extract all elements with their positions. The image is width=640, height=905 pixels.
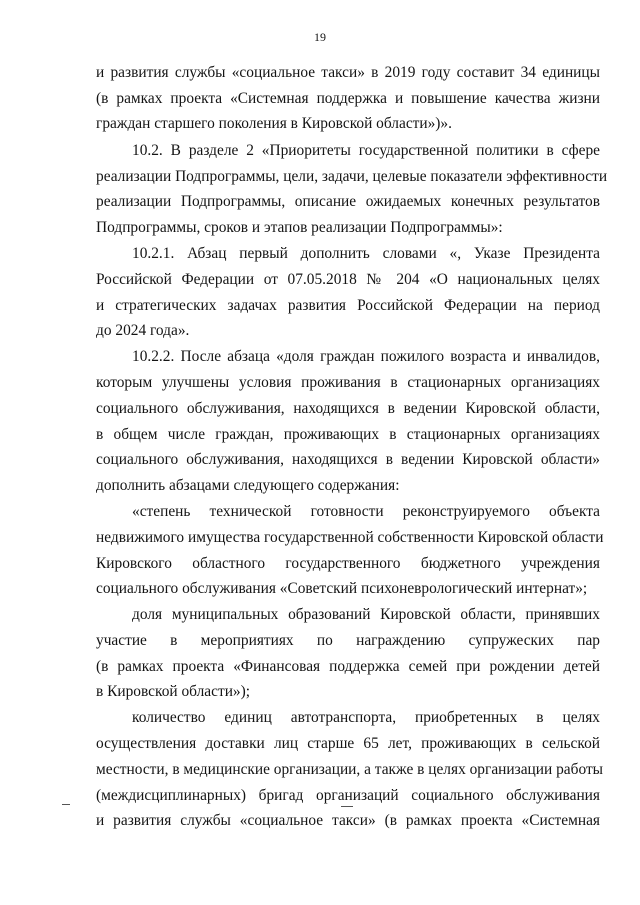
text-line: дополнить абзацами следующего содержания: <box>96 477 400 494</box>
text-line: которым улучшены условия проживания в стационарных организациях <box>96 374 600 391</box>
text-line: социального обслуживания, находящихся в ведении Кировской области» <box>96 451 600 468</box>
text-line: Подпрограммы, сроков и этапов реализации Подпрограммы»: <box>96 219 503 236</box>
text-line: реализации Подпрограммы, описание ожидаемых конечных результатов <box>96 193 600 210</box>
paragraph-first-line: «степень технической готовности реконструируемого объекта <box>132 503 600 520</box>
text-line: и стратегических задачах развития Российской Федерации на период <box>96 297 600 314</box>
paragraph-first-line: 10.2.2. После абзаца «доля граждан пожилого возраста и инвалидов, <box>132 348 600 365</box>
text-line: и развития службы «социальное такси» в 2019 году составит 34 единицы <box>96 64 600 81</box>
text-line: в общем числе граждан, проживающих в стационарных организациях <box>96 426 600 443</box>
paragraph-first-line: доля муниципальных образований Кировской области, принявших <box>132 606 600 623</box>
text-line: социального обслуживания, находящихся в ведении Кировской области, <box>96 400 600 417</box>
scan-mark <box>341 806 353 807</box>
scan-mark <box>62 804 70 805</box>
text-line: недвижимого имущества государственной собственности Кировской области <box>96 529 604 546</box>
text-line: участие в мероприятиях по награждению супружеских пар <box>96 632 600 649</box>
text-line: в Кировской области»); <box>96 683 251 700</box>
text-line: до 2024 года». <box>96 322 190 339</box>
paragraph-first-line: количество единиц автотранспорта, приобретенных в целях <box>132 709 600 726</box>
text-line: (в рамках проекта «Финансовая поддержка семей при рождении детей <box>96 658 600 675</box>
paragraph-first-line: 10.2. В разделе 2 «Приоритеты государственной политики в сфере <box>132 142 600 159</box>
text-line: и развития службы «социальное такси» (в рамках проекта «Системная <box>96 812 600 829</box>
text-line: (в рамках проекта «Системная поддержка и повышение качества жизни <box>96 90 600 107</box>
page-number: 19 <box>314 30 326 44</box>
text-line: социального обслуживания «Советский психоневрологический интернат»; <box>96 580 588 597</box>
text-line: местности, в медицинские организации, а также в целях организации работы <box>96 761 604 778</box>
text-line: (междисциплинарных) бригад организаций социального обслуживания <box>96 787 600 804</box>
text-line: Российской Федерации от 07.05.2018 № 204 «О национальных целях <box>96 271 600 288</box>
text-line: Кировского областного государственного бюджетного учреждения <box>96 555 600 572</box>
text-line: граждан старшего поколения в Кировской области»)». <box>96 115 452 132</box>
paragraph-first-line: 10.2.1. Абзац первый дополнить словами «, Указе Президента <box>132 245 600 262</box>
text-line: осуществления доставки лиц старше 65 лет, проживающих в сельской <box>96 735 600 752</box>
text-line: реализации Подпрограммы, цели, задачи, целевые показатели эффективности <box>96 168 608 185</box>
